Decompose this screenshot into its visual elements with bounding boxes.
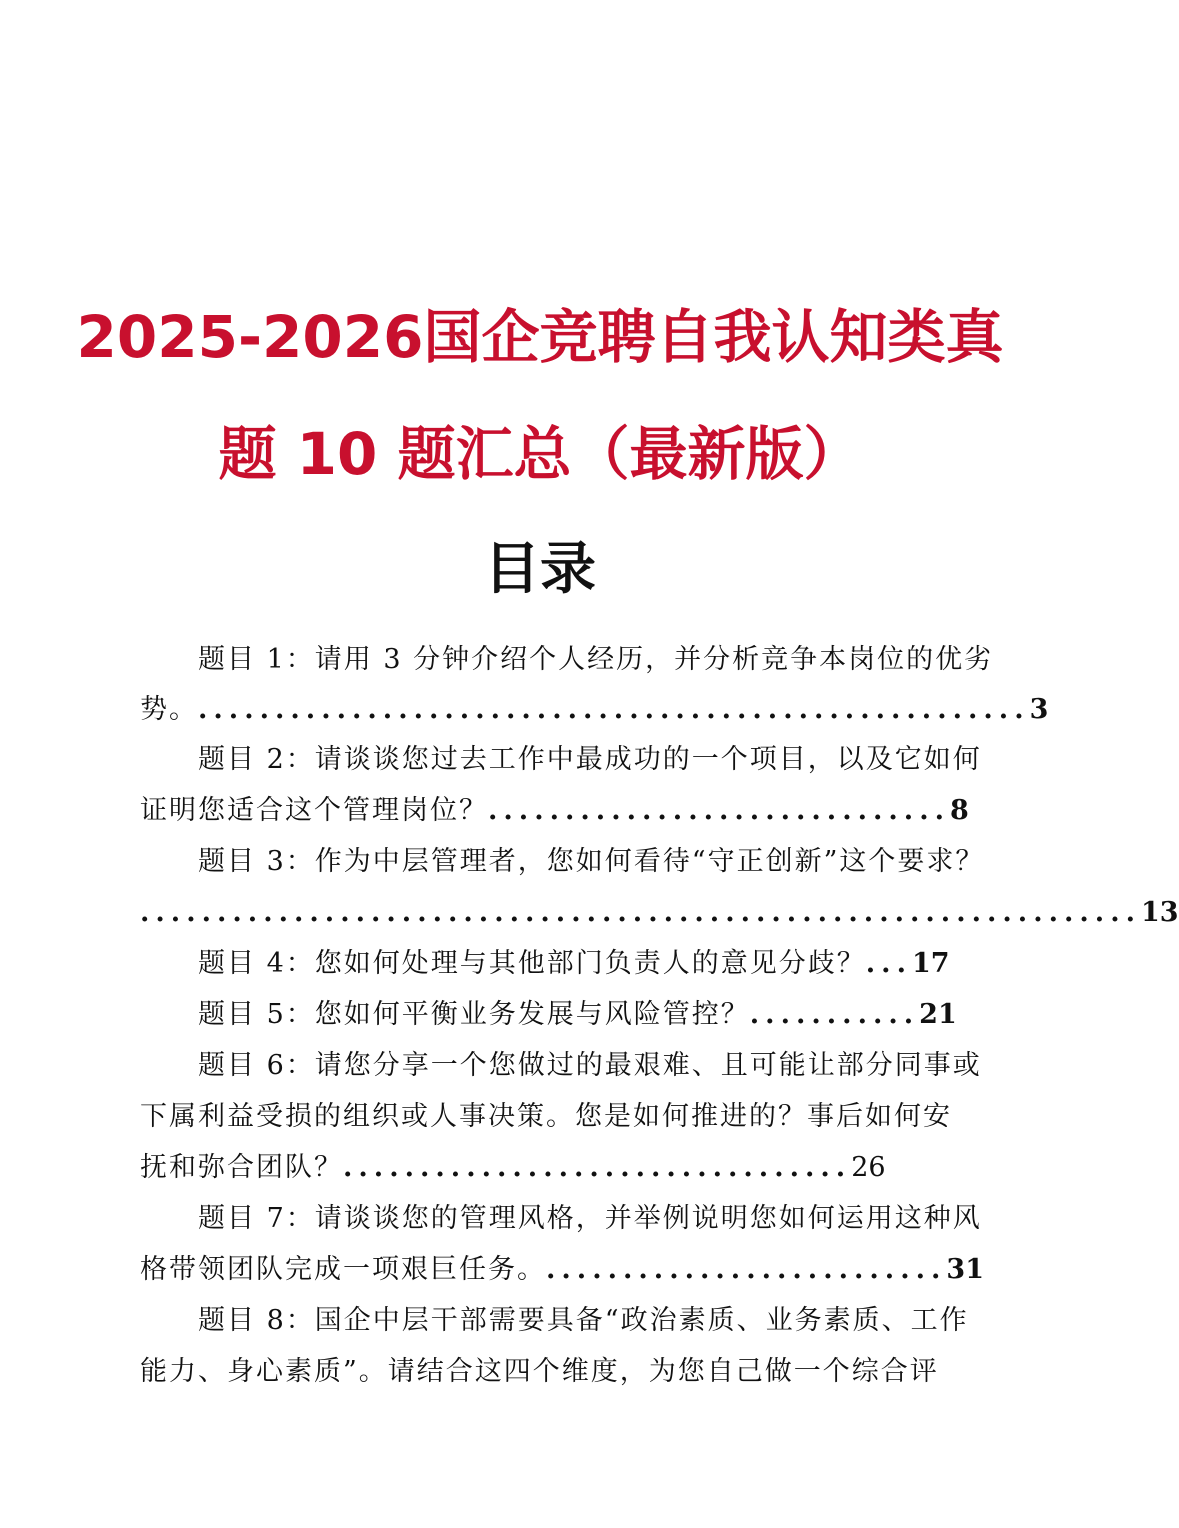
toc-item-3-entry[interactable] [140, 893, 1179, 933]
toc-page-number: 26 [851, 1152, 886, 1183]
toc-item-6-text-cont: 下属利益受损的组织或人事决策。您是如何推进的？事后如何安 [140, 1101, 952, 1132]
toc-item-2-text-cont: 证明您适合这个管理岗位？ [140, 795, 488, 826]
toc-heading: 目录 [484, 537, 596, 602]
toc-leader-dots: .............................. [488, 795, 950, 826]
toc-item-1-text: 题目 1：请用 3 分钟介绍个人经历，并分析竞争本岗位的优劣 [198, 644, 994, 675]
toc-leader-dots: ........... [749, 999, 920, 1030]
toc-item-1-text-cont: 势。 [140, 694, 198, 725]
toc-leader-dots: ................................. [343, 1152, 852, 1183]
toc-item-6-text: 题目 6：请您分享一个您做过的最艰难、且可能让部分同事或 [198, 1050, 982, 1081]
toc-item-6-entry[interactable] [140, 1148, 970, 1188]
toc-item-2-entry[interactable] [140, 791, 970, 831]
toc-item-5-entry[interactable] [198, 995, 970, 1035]
toc-leader-dots: ................................................................. [140, 897, 1141, 928]
toc-page-number: 3 [1029, 694, 1049, 725]
toc-item-7-entry[interactable] [140, 1250, 984, 1290]
toc-leader-dots: ... [865, 948, 912, 979]
toc-leader-dots: .......................... [546, 1254, 947, 1285]
toc-item-3-text: 题目 3：作为中层管理者，您如何看待“守正创新”这个要求？ [198, 846, 985, 877]
toc-page-number: 17 [911, 948, 950, 979]
toc-item-8-text: 题目 8：国企中层干部需要具备“政治素质、业务素质、工作 [198, 1305, 969, 1336]
toc-item-7-text-cont: 格带领团队完成一项艰巨任务。 [140, 1254, 546, 1285]
toc-page-number: 13 [1141, 897, 1179, 928]
toc-item-8-text-cont: 能力、身心素质”。请结合这四个维度，为您自己做一个综合评 [140, 1356, 939, 1387]
toc-item-6-text-cont2: 抚和弥合团队？ [140, 1152, 343, 1183]
toc-page-number: 31 [946, 1254, 984, 1285]
toc-item-4-text: 题目 4：您如何处理与其他部门负责人的意见分歧？ [198, 948, 866, 979]
toc-page-number: 8 [950, 795, 969, 826]
toc-item-7-text: 题目 7：请谈谈您的管理风格，并举例说明您如何运用这种风 [198, 1203, 982, 1234]
document-title-line-1: 2025-2026国企竞聘自我认知类真 [76, 303, 1004, 371]
document-title-line-2: 题 10 题汇总（最新版） [218, 420, 862, 488]
toc-leader-dots: ...................................................... [198, 694, 1030, 725]
toc-item-4-entry[interactable] [198, 944, 970, 984]
toc-item-5-text: 题目 5：您如何平衡业务发展与风险管控？ [198, 999, 750, 1030]
toc-item-1-entry[interactable] [140, 690, 1049, 730]
toc-page-number: 21 [919, 999, 957, 1030]
toc-item-2-text: 题目 2：请谈谈您过去工作中最成功的一个项目，以及它如何 [198, 744, 982, 775]
